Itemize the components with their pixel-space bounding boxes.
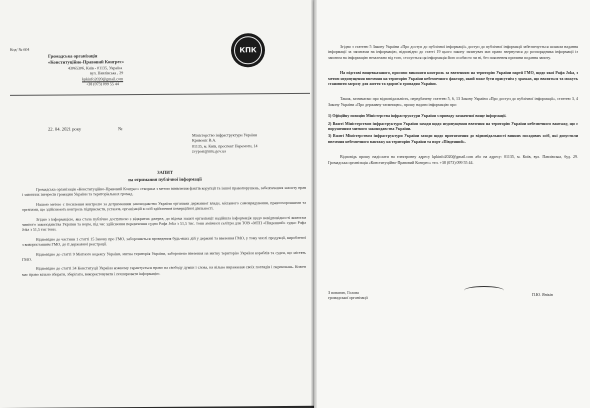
paragraph: Нашою метою є посилення контролю за дотриманням законодавства України органами державної влади, місцевого самоврядування, правоохоронними та органами, що здійснюють контроль підприємств, установ, організацій в осіб здійснення комерційної діяльності.: [22, 199, 306, 213]
org-phone: +38 (073) 099 55 44: [86, 81, 119, 87]
signature-line1: З повагою, Голова: [328, 290, 359, 295]
recipient-line4: zvypost@mtu.gov.ua: [192, 148, 226, 154]
recipient-line2: Кривоніс В.А.: [192, 137, 217, 144]
request-list: [328, 113, 578, 144]
paragraph: Відповідно до статті 34 Конституції України кожному гарантується право на свободу думки і слова, на вільне вираження своїх поглядів і переконань. Кожен має право вільно збирати, зберігати, використовувати і поширювати інформацію.: [22, 264, 306, 277]
paragraph: Відповідно до частини 1 статті 15 Закону про ГМО, забороняється проведення будь-яких дій у державі та ввезення ГМО, у тому числі продукції, виробленої з використанням ГМО, до її державної реєстрації.: [22, 234, 306, 248]
corner-code: Код/ № 604: [10, 46, 30, 52]
org-email: kpkinfo2020@gmail.com: [82, 75, 124, 82]
handwritten-signature: [464, 286, 504, 295]
org-name-line1: Громадська організація: [48, 53, 98, 59]
paragraph: Громадська організація «Конституційно-Правовий Конгрес» створена з метою виявлення фактів корупції та іншої правопорушень, забезпечення захисту прав і законних інтересів громадян України та територіальних громад.: [22, 184, 306, 198]
recipient-line3: 01135, м. Київ, проспект Перемоги, 14: [192, 143, 258, 149]
letter-body-right: [328, 44, 578, 165]
org-header: [48, 52, 228, 87]
list-item: 2) Вжиті Міністерством інфраструктури України заходи щодо недопущення ввезення на територію України небезпечного вантажу, що є порушенням митного законодавства України.: [328, 120, 578, 132]
letter-page-right: [314, 0, 590, 408]
paragraph: Відповідно до статті 9 Митного кодексу України, митна територія України, заборонено ввезення на митну територію України кораблів та суден, що містять ГМО.: [22, 249, 306, 262]
signature-block: [328, 290, 368, 301]
list-item: 3) Вжиті Міністерством інфраструктури України заходи щодо притягнення до відповідальності винних посадових осіб, які допустили ввезення небезпечного вантажу на територію України та порт «Південний».: [328, 133, 578, 144]
signatory-name: П.Ю. Яніків: [532, 292, 553, 297]
paragraph: На підставі вищевказаного, просимо виконати контроль за ввезенням на територію України партії ГМО, щодо якої Рафа Joka, з метою недопущення ввезення на територію України небезпечного фактору, який може бути присутнім у зразках, що ввозяться та можуть становити загрозу для життя та здоров'я громадян України.: [328, 70, 578, 87]
paragraph: Згідно з статтею 5 Закону України «Про доступ до публічної інформації» доступ до публічної інформації забезпечується шляхом надання інформації за запитами на інформацію, відповідно до статті 19 цього закону запитувач має право звернутися до розпорядника інформації із запитом на інформацію незалежно від того, стосується ця інформація його особисто чи ні, без пояснення причини подання запиту.: [328, 44, 578, 60]
letter-date: 22. 04. 2021 року: [48, 126, 82, 132]
paragraph: Також, зазначаємо про відповідальність, передбачену статтею 5, 6, 13 Закону України «Про доступ до публічної інформації», статтею 3, 4 Закону України «Про державну таємницю», прошу надати інформацію про:: [328, 96, 578, 107]
request-subheading: на отримання публічної інформації: [128, 176, 202, 183]
kpk-logo: [231, 33, 265, 67]
recipient-line1: Міністерство інфраструктури України: [192, 132, 258, 138]
signature-line2: громадської організації: [328, 295, 368, 301]
paragraph: Відповідь прошу надіслати на електронну адресу kpkinfo2020@gmail.com або на адресу: 01135, м. Київ, вул. Павлівська, буд. 29. Громадська організація «Конституційно-Правовий Конгрес» тел. +38 (073) 099 55 44.: [328, 154, 578, 165]
letter-body-left: [22, 185, 306, 279]
paragraph: Згідно з інформацією, яка стала публічно доступною з відкритих джерел, до відома нашої організації надійшла інформація щодо невідповідності вимогам чинного законодавства України та норм, під час здійснення перевезення судна Рафа Joka з 51,5 тис. тонн аміачної селітри для ТОВ «МТП «Південний» судно Рафа Joka з 51,5 тис тонн.: [22, 214, 306, 233]
org-code-line: 43065306, Київ - 01135, Україна: [68, 65, 123, 71]
logo-text: КПК: [239, 46, 257, 55]
letter-number: №: [118, 126, 123, 132]
page-fold-shadow: [311, 0, 317, 408]
recipient-block: [192, 132, 312, 154]
request-heading: ЗАПИТ: [157, 169, 173, 175]
org-name-line2: «Конституційно-Правовий Конгрес»: [48, 59, 124, 65]
header-rule: [10, 93, 310, 96]
list-item: 1) Офіційну позицію Міністерства інфраструктури України з приводу зазначеної вище інформації.: [328, 113, 507, 119]
org-street: вул. Павлівська , 29: [90, 70, 124, 76]
